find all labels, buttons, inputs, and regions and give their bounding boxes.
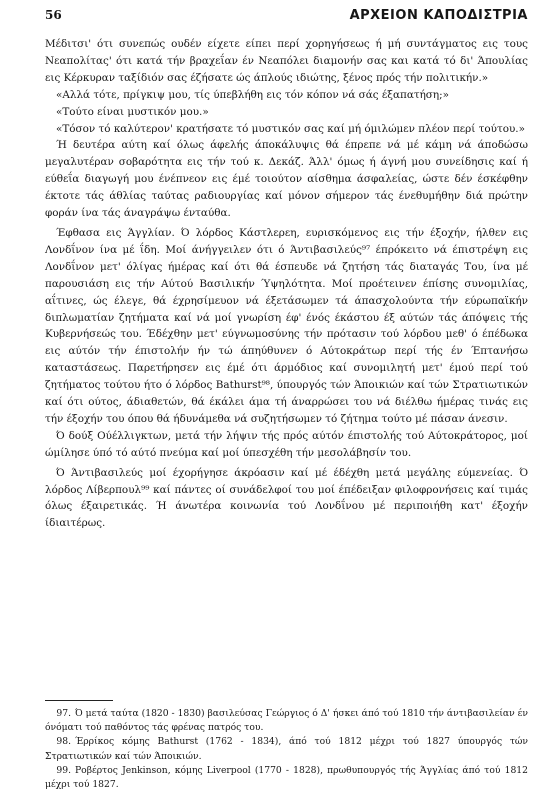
body-text [45,36,528,532]
paragraph: «Τόσον τό καλύτερον' κρατήσατε τό μυστικόν σας καί μή όμιλώμεν πλέον περί τούτου.» [56,122,525,135]
footnote-number: 99. [56,764,71,776]
paragraph: Μέδιτσι' ότι συνεπώς ουδέν είχετε είπει περί χορηγήσεως ή μή συντάγματος εις τους Νεαπολίτας' ότι κατά τήν βραχεΐαν έν Νεαπόλει διαμονήν σας και κατά τό δι' Άπουλίας εις Κέρκυραν ταξίδιόν σας έζήσατε ώς άπλούς ιδιώτης, ξένος πρός τήν πολιτικήν.» [45,38,528,84]
page-header [45,8,528,28]
footnote [45,707,528,735]
footnote-text: Έρρίκος κόμης Bathurst (1762 - 1834), άπό τού 1812 μέχρι τού 1827 ύπουργός τών Στρατιωτικών καί τών Άποικιών. [45,736,528,762]
footnote [45,735,528,763]
footnote-number: 97. [56,708,71,719]
footnotes [45,707,528,792]
paragraph: «Αλλά τότε, πρίγκιψ μου, τίς ύπεβλήθη εις τόν κόπον νά σάς έξαπατήση;» [56,88,449,101]
page-number: 56 [45,8,62,22]
footnote-text: Ό μετά ταύτα (1820 - 1830) βασιλεύσας Γεώργιος ό Δ' ήσκει άπό τού 1810 τήν άντιβασιλείαν έν όνόματι τού παθόντος τάς φρένας πατρός του. [45,708,528,734]
paragraph: Ό δούξ Ούέλλιγκτων, μετά τήν λήψιν τής πρός αύτόν έπιστολής τού Αύτοκράτορος, μοί ώμίλησε ύπό τό αύτό πνεύμα καί μοί ύπεσχέθη τήν μεσολάβησίν του. [45,429,528,459]
paragraph: Ό Άντιβασιλεύς μοί έχορήγησε άκρόασιν καί μέ έδέχθη μετά μεγάλης εύμενείας. Ό λόρδος Λίβερπουλ⁹⁹ καί πάντες οί συνάδελφοί του μοί έπέδειξαν φιλοφρονήσεις καί τιμάς όλως έξαιρετικάς. Ή άνωτέρα κοινωνία τού Λονδΐνου μέ περιποιήθη κατ' έξοχήν ίδιαιτέρως. [45,466,528,530]
footnote [45,764,528,792]
footnote-number: 98. [56,736,71,748]
paragraph: «Τούτο είναι μυστικόν μου.» [56,105,209,118]
paragraph: Έφθασα εις Άγγλίαν. Ό λόρδος Κάστλερεη, ευρισκόμενος εις τήν έξοχήν, ήλθεν εις Λονδΐνον ίνα μέ ΐδη. Μοί άνήγγειλεν ότι ό Άντιβασιλεύς⁹⁷ έπρόκειτο νά έπιστρέψη εις Λονδΐνον μετ' όλίγας ήμέρας καί ότι θά έσπευδε νά ζητήση τάς διαταγάς Του, ίνα μέ παρουσιάση εις τήν Αύτού Βασιλικήν Ύψηλότητα. Μοί προέτεινεν έπίσης συνομιλίας, αΐτινες, ώς έλεγε, θά έχρησίμευον νά έξετάσωμεν τά άπασχολούντα τήν εύρωπαϊκήν διπλωματίαν ζητήματα καί νά μοί γνωρίση έφ' ένός έκάστου έξ αύτών τάς άπόψεις τής Κυβερνήσεώς του. Έδέχθην μετ' εύγνωμοσύνης τήν πρότασιν τού λόρδου μεθ' ό έπέδωκα εις αύτόν τήν έπιστολήν ήν τώ άπηύθυνεν ό Αύτοκράτωρ περί τής έν Έπτανήσω καταστάσεως. Παρετήρησεν εις έμέ ότι άρμόδιος καί συνομιλητή μετ' έμού περί τού ζητήματος τούτου ήτο ό λόρδος Bathurst⁹⁸, ύπουργός τών Άποικιών καί τών Στρατιωτικών καί ότι ούτος, άδιαθετών, θά έκάλει άμα τή άναρρώσει του νά διέλθω ήμέρας τινάς εις τήν έξοχήν του όπου θά ήδυνάμεθα νά συζητήσωμεν τό ζήτημα τούτο μέ πάσαν άνεσιν. [45,226,528,425]
footnote-divider [45,700,113,701]
paragraph: Ή δευτέρα αύτη καί όλως άφελής άποκάλυψις θά έπρεπε νά μέ κάμη νά άποδώσω μεγαλυτέραν σοβαρότητα εις τήν τού κ. Δεκάζ. Άλλ' όμως ή άγνή μου συνείδησις καί ή εύθεΐα διαγωγή μου ένέπνεον εις έμέ τοιούτον αίσθημα άσφαλείας, ώστε δέν έσκέφθην έκτοτε τάς άθλίας ταύτας ραδιουργίας καί μόνον σήμερον τάς ένεθυμήθην διά πρώτην φοράν ίνα τάς άναγράψω ένταύθα. [45,139,528,220]
running-title: ΑΡΧΕΙΟΝ ΚΑΠΟΔΙΣΤΡΙΑ [349,8,528,23]
footnote-text: Ροβέρτος Jenkinson, κόμης Liverpool (1770 - 1828), πρωθυπουργός τής Άγγλίας άπό τού 1812 μέχρι τού 1827. [45,764,528,791]
